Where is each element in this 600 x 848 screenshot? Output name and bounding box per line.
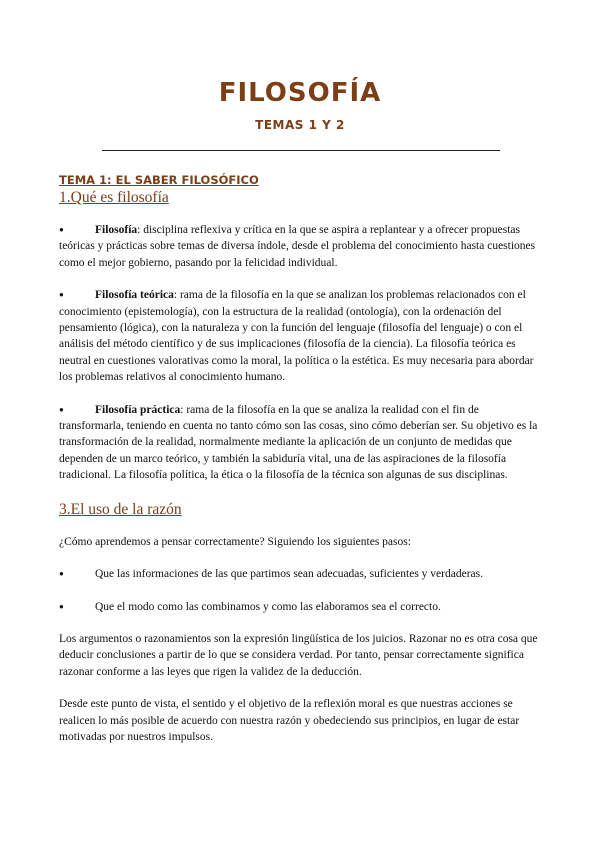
definition-text: : rama de la filosofía en la que se analiza la realidad con el fin de transformarla, teniendo en cuenta no tanto cómo son las cosas, sino cómo deberían ser. Su objetivo es la transformación de la realidad, normalmente mediante la aplicación de un conjunto de medidas que dependen de un marco teórico, y también la sabiduría vital, una de las aspiraciones de la filosofía tradicional. La filosofía política, la ética o la filosofía de la técnica son algunas de sus disciplinas.: [59, 403, 538, 482]
page-subtitle: TEMAS 1 Y 2: [255, 118, 345, 132]
section-heading-what-is-philosophy: 1.Qué es filosofía: [59, 189, 169, 206]
term: Filosofía: [95, 224, 138, 236]
definition-text: : disciplina reflexiva y crítica en la que se aspira a replantear y a ofrecer propuestas teóricas y prácticas sobre temas de diversa índole, desde el problema del conocimiento hasta cuestiones como el mejor gobierno, pasando por la felicidad individual.: [59, 224, 536, 269]
bullet-icon: ●: [59, 569, 64, 579]
step-item: [59, 566, 544, 582]
title-divider: [102, 150, 500, 151]
step-item: [59, 599, 544, 615]
step-text: Que las informaciones de las que partimos sean adecuadas, suficientes y verdaderas.: [95, 568, 483, 581]
bullet-icon: ●: [59, 290, 64, 300]
bullet-icon: ●: [59, 601, 64, 611]
document-body: [59, 172, 544, 745]
page-title: FILOSOFÍA: [218, 78, 382, 108]
paragraph-reasoning: Los argumentos o razonamientos son la expresión lingüística de los juicios. Razonar no es otra cosa que deducir conclusiones a partir de lo que se considera verdad. Por tanto, pensar correctamente significa razonar conforme a las leyes que rigen la validez de la deducción.: [59, 632, 538, 678]
term: Filosofía práctica: [95, 403, 181, 416]
theme-heading: TEMA 1: EL SABER FILOSÓFICO: [59, 173, 259, 187]
paragraph-moral-reflection: Desde este punto de vista, el sentido y el objetivo de la reflexión moral es que nuestras acciones se realicen lo más posible de acuerdo con nuestra razón y obedeciendo sus principios, en lugar de estar motivadas por nuestros impulsos.: [59, 698, 520, 743]
step-text: Que el modo como las combinamos y como las elaboramos sea el correcto.: [95, 600, 441, 613]
intro-paragraph: ¿Cómo aprendemos a pensar correctamente? Siguiendo los siguientes pasos:: [59, 535, 411, 548]
bullet-icon: ●: [59, 225, 64, 234]
term: Filosofía teórica: [95, 289, 174, 302]
definition-practical-philosophy: [59, 402, 544, 484]
definition-text: : rama de la filosofía en la que se analizan los problemas relacionados con el conocimiento (epistemología), con la estructura de la realidad (ontología), con la ordenación del pensamiento (lógica), con la naturaleza y con la función del lenguaje (filosofía del lenguaje) o con el análisis del método científico y de sus implicaciones (filosofía de la ciencia). La filosofía teórica es neutral en cuestiones valorativas como la moral, la política o la estética. Es muy necesaria para abordar los problemas relativos al conocimiento humano.: [59, 289, 534, 384]
definition-theoretical-philosophy: [59, 287, 544, 385]
definition-philosophy: [59, 222, 544, 271]
section-heading-use-of-reason: 3.El uso de la razón: [59, 500, 182, 518]
bullet-icon: ●: [59, 404, 64, 414]
